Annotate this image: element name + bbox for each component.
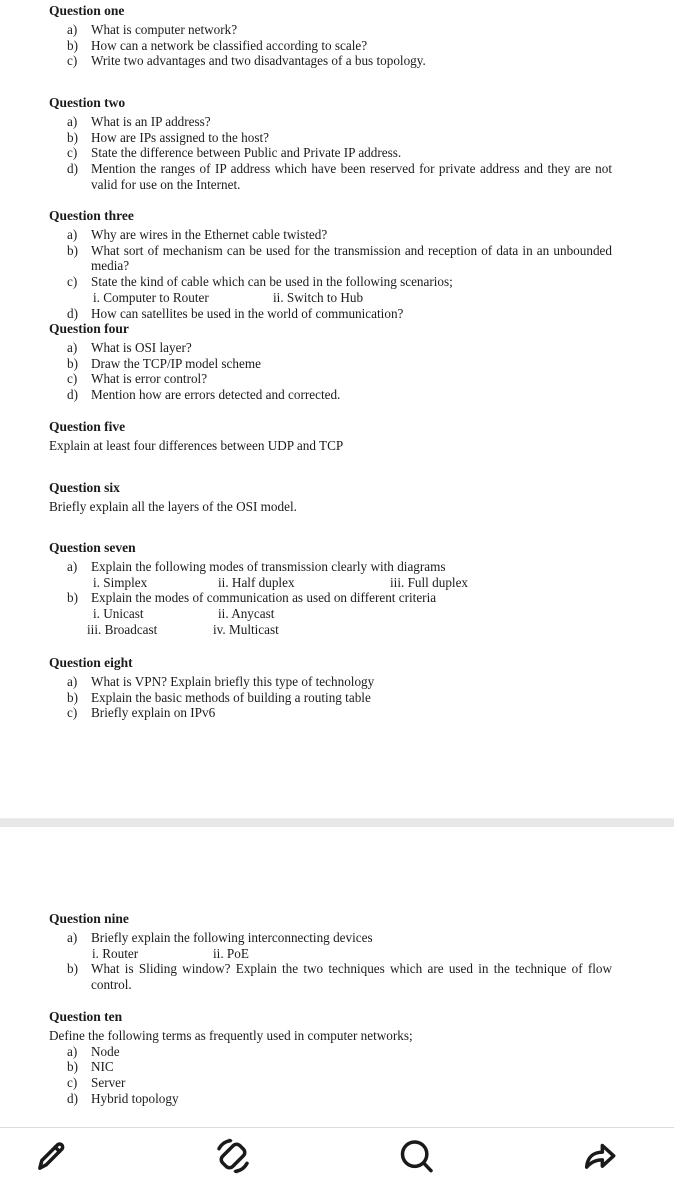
rotate-page-button[interactable] <box>210 1133 256 1179</box>
share-button[interactable] <box>577 1133 623 1179</box>
item-marker: b) <box>67 590 78 606</box>
sub-item: ii. Anycast <box>218 606 275 622</box>
question-block-six <box>49 480 612 515</box>
item-marker: b) <box>67 1059 78 1075</box>
item-text: Server <box>91 1075 126 1091</box>
question-item <box>49 306 612 322</box>
question-heading: Question three <box>49 208 134 223</box>
item-text: Mention the ranges of IP address which have been reserved for private address and they are not valid for use on the Internet. <box>91 161 612 192</box>
question-heading: Question ten <box>49 1009 123 1024</box>
sub-item: ii. PoE <box>213 945 249 961</box>
page-divider <box>0 818 674 827</box>
item-marker: a) <box>67 1043 78 1059</box>
item-marker: a) <box>67 21 78 37</box>
question-block-three <box>49 208 612 322</box>
item-text: What is OSI layer? <box>91 339 192 355</box>
question-block-seven <box>49 540 612 638</box>
question-block-ten <box>49 1009 612 1107</box>
item-text: How are IPs assigned to the host? <box>91 129 269 145</box>
question-item <box>49 674 612 690</box>
question-heading: Question two <box>49 95 126 110</box>
item-marker: b) <box>67 689 78 705</box>
sub-item-row <box>49 575 612 591</box>
question-item <box>49 961 612 993</box>
item-text: Explain the modes of communication as used on different criteria <box>91 590 437 606</box>
question-item <box>49 371 612 387</box>
question-item <box>49 227 612 243</box>
sub-item: iv. Multicast <box>213 621 279 637</box>
item-marker: a) <box>67 673 78 689</box>
edit-annotate-button[interactable] <box>29 1133 75 1179</box>
item-marker: b) <box>67 37 78 53</box>
item-text: How can satellites be used in the world of communication? <box>91 305 404 321</box>
item-text: Draw the TCP/IP model scheme <box>91 355 261 371</box>
sub-item: i. Simplex <box>93 574 148 590</box>
question-item <box>49 53 612 69</box>
question-heading: Question seven <box>49 540 136 555</box>
question-item <box>49 559 612 575</box>
item-text: Mention how are errors detected and corrected. <box>91 387 341 403</box>
item-marker: c) <box>67 53 78 69</box>
item-text: How can a network be classified according to scale? <box>91 37 368 53</box>
rotate-page-icon <box>213 1136 253 1176</box>
item-text: Why are wires in the Ethernet cable twisted? <box>91 226 328 242</box>
item-marker: d) <box>67 305 78 321</box>
question-item <box>49 1059 612 1075</box>
item-marker: d) <box>67 387 78 403</box>
question-block-five <box>49 419 612 454</box>
sub-item-row <box>49 606 612 622</box>
sub-item-row <box>49 622 612 638</box>
item-marker: a) <box>67 226 78 242</box>
edit-pen-icon <box>32 1136 72 1176</box>
item-marker: c) <box>67 145 78 161</box>
sub-item: ii. Switch to Hub <box>273 289 364 305</box>
question-block-four <box>49 321 612 403</box>
item-marker: c) <box>67 274 78 290</box>
item-text: What is an IP address? <box>91 113 211 129</box>
question-item <box>49 1091 612 1107</box>
item-text: Hybrid topology <box>91 1090 179 1106</box>
question-item <box>49 114 612 130</box>
share-icon <box>580 1136 620 1176</box>
question-heading: Question four <box>49 321 129 336</box>
item-marker: a) <box>67 113 78 129</box>
question-block-two <box>49 95 612 193</box>
sub-item: i. Computer to Router <box>93 289 209 305</box>
question-item <box>49 930 612 946</box>
question-block-one <box>49 3 612 69</box>
item-marker: c) <box>67 705 78 721</box>
item-marker: c) <box>67 1075 78 1091</box>
search-button[interactable] <box>393 1133 439 1179</box>
sub-item-row <box>49 290 612 306</box>
question-item <box>49 161 612 193</box>
item-text: Briefly explain the following interconnecting devices <box>91 929 373 945</box>
item-text: What sort of mechanism can be used for the transmission and reception of data in an unbounded media? <box>91 242 612 274</box>
sub-item: i. Router <box>92 945 139 961</box>
question-item <box>49 130 612 146</box>
item-marker: b) <box>67 355 78 371</box>
item-marker: a) <box>67 929 78 945</box>
item-marker: a) <box>67 558 78 574</box>
sub-item: iii. Full duplex <box>390 574 469 590</box>
question-block-eight <box>49 655 612 721</box>
item-text: What is error control? <box>91 371 208 387</box>
question-item <box>49 274 612 290</box>
sub-item-row <box>49 946 612 962</box>
item-marker: d) <box>67 161 78 177</box>
question-item <box>49 1075 612 1091</box>
question-text: Briefly explain all the layers of the OSI model. <box>49 498 297 514</box>
question-item <box>49 690 612 706</box>
question-item <box>49 145 612 161</box>
question-block-nine <box>49 911 612 993</box>
item-marker: b) <box>67 242 78 258</box>
question-item <box>49 38 612 54</box>
item-text: NIC <box>91 1059 114 1075</box>
item-text: What is Sliding window? Explain the two techniques which are used in the technique of flow control. <box>91 961 612 993</box>
question-item <box>49 1044 612 1060</box>
item-marker: b) <box>67 961 78 977</box>
question-text: Define the following terms as frequently used in computer networks; <box>49 1027 413 1043</box>
question-heading: Question nine <box>49 911 129 926</box>
item-text: State the kind of cable which can be used in the following scenarios; <box>91 274 453 290</box>
item-text: State the difference between Public and Private IP address. <box>91 145 402 161</box>
question-text: Explain at least four differences between UDP and TCP <box>49 437 344 453</box>
question-heading: Question eight <box>49 655 133 670</box>
search-icon <box>396 1136 436 1176</box>
question-heading: Question five <box>49 419 126 434</box>
item-marker: d) <box>67 1090 78 1106</box>
item-text: Briefly explain on IPv6 <box>91 705 216 721</box>
question-item <box>49 590 612 606</box>
item-text: Explain the following modes of transmission clearly with diagrams <box>91 558 446 574</box>
question-item <box>49 356 612 372</box>
question-item <box>49 243 612 275</box>
item-text: Explain the basic methods of building a routing table <box>91 689 371 705</box>
question-item <box>49 387 612 403</box>
question-item <box>49 340 612 356</box>
item-text: What is VPN? Explain briefly this type of technology <box>91 673 375 689</box>
item-marker: a) <box>67 339 78 355</box>
sub-item: i. Unicast <box>93 606 144 622</box>
question-heading: Question six <box>49 480 120 495</box>
sub-item: ii. Half duplex <box>218 574 295 590</box>
item-text: What is computer network? <box>91 21 238 37</box>
item-marker: b) <box>67 129 78 145</box>
question-item <box>49 22 612 38</box>
sub-item: iii. Broadcast <box>87 621 158 637</box>
item-marker: c) <box>67 371 78 387</box>
question-item <box>49 705 612 721</box>
item-text: Write two advantages and two disadvantages of a bus topology. <box>91 53 426 69</box>
document-page-2 <box>0 827 674 1127</box>
bottom-toolbar <box>0 1127 674 1184</box>
item-text: Node <box>91 1043 120 1059</box>
question-heading: Question one <box>49 3 125 18</box>
